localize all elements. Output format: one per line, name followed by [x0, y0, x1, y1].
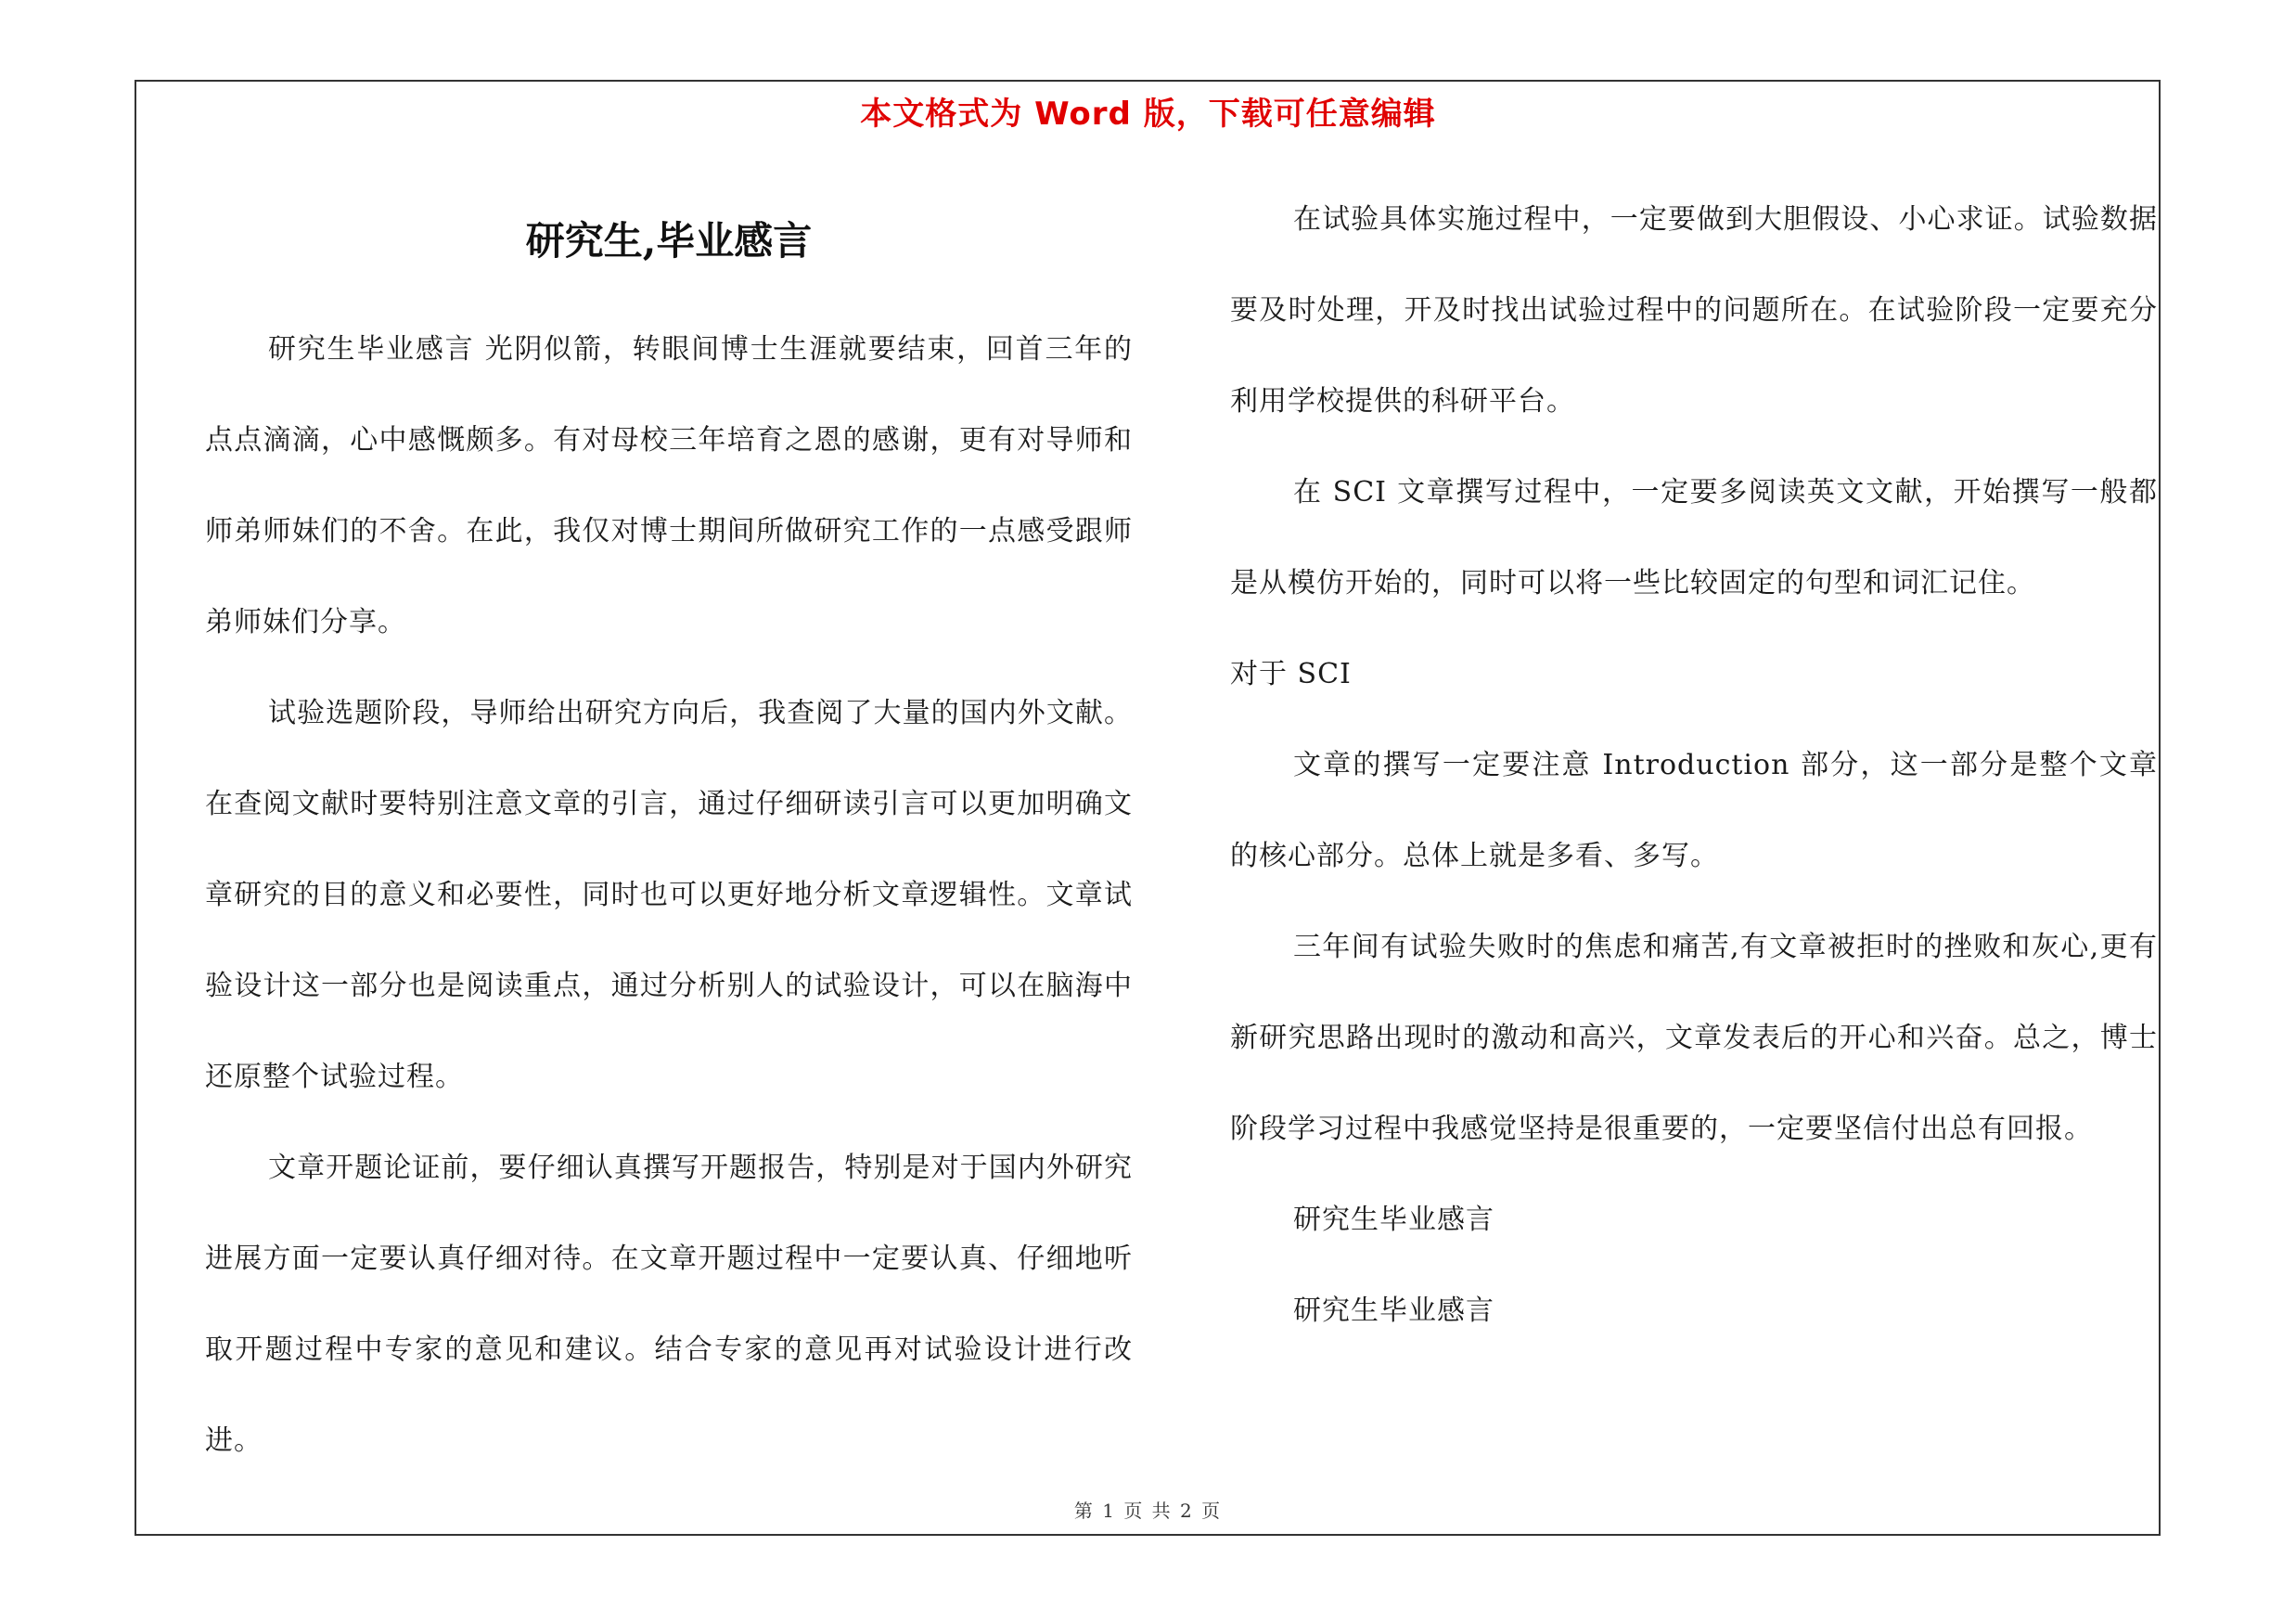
left-paragraphs — [205, 304, 1133, 1487]
paragraph: 文章开题论证前，要仔细认真撰写开题报告，特别是对于国内外研究进展方面一定要认真仔细对待。在文章开题过程中一定要认真、仔细地听取开题过程中专家的意见和建议。结合专家的意见再对试验设计进行改进。 — [205, 1152, 1133, 1457]
page-number-footer: 第 1 页 共 2 页 — [1073, 1500, 1223, 1522]
paragraph: 在 SCI 文章撰写过程中，一定要多阅读英文文献，开始撰写一般都是从模仿开始的，同时可以将一些比较固定的句型和词汇记住。 — [1230, 476, 2158, 599]
paragraph: 在试验具体实施过程中，一定要做到大胆假设、小心求证。试验数据要及时处理，开及时找出试验过程中的问题所在。在试验阶段一定要充分利用学校提供的科研平台。 — [1230, 203, 2158, 418]
paragraph: 研究生毕业感言 — [1293, 1204, 1494, 1236]
paragraph: 对于 SCI — [1230, 658, 1352, 690]
document-title: 研究生,毕业感言 — [525, 218, 813, 264]
paragraph: 研究生毕业感言 — [1293, 1295, 1494, 1327]
paragraph: 试验选题阶段，导师给出研究方向后，我查阅了大量的国内外文献。在查阅文献时要特别注意文章的引言，通过仔细研读引言可以更加明确文章研究的目的意义和必要性，同时也可以更好地分析文章逻辑性。文章试验设计这一部分也是阅读重点，通过分析别人的试验设计，可以在脑海中还原整个试验过程。 — [205, 697, 1133, 1093]
paragraph: 三年间有试验失败时的焦虑和痛苦,有文章被拒时的挫败和灰心,更有新研究思路出现时的激动和高兴，文章发表后的开心和兴奋。总之，博士阶段学习过程中我感觉坚持是很重要的，一定要坚信付出总有回报。 — [1230, 931, 2158, 1145]
right-column — [1230, 167, 2158, 1357]
paragraph: 研究生毕业感言 光阴似箭，转眼间博士生涯就要结束，回首三年的点点滴滴，心中感慨颇多。有对母校三年培育之恩的感谢，更有对导师和师弟师妹们的不舍。在此，我仅对博士期间所做研究工作的一点感受跟师弟师妹们分享。 — [205, 333, 1133, 638]
left-column — [205, 167, 1133, 1487]
format-banner: 本文格式为 Word 版，下载可任意编辑 — [860, 96, 1436, 133]
paragraph: 文章的撰写一定要注意 Introduction 部分，这一部分是整个文章的核心部分。总体上就是多看、多写。 — [1230, 749, 2158, 872]
